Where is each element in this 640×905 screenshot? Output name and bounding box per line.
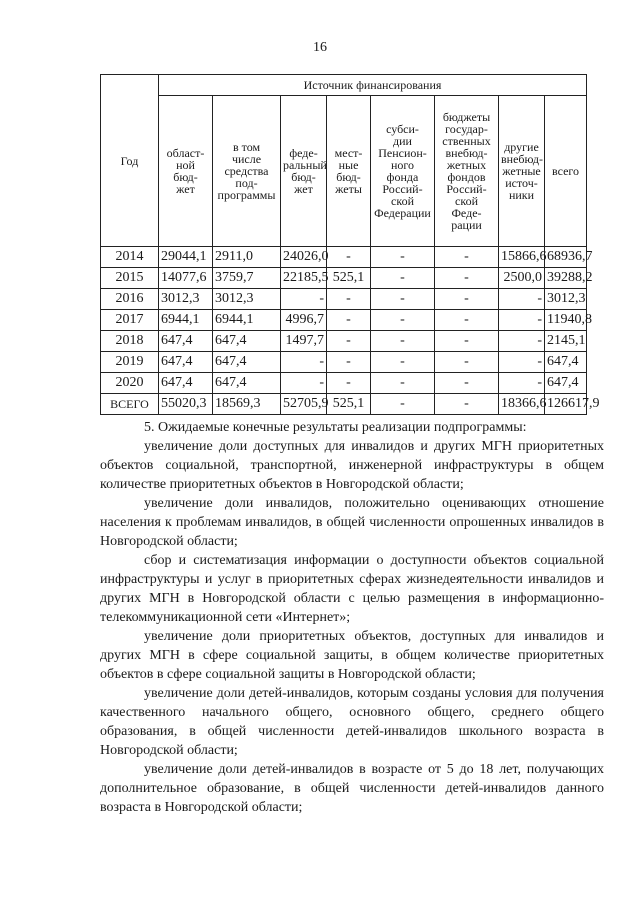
year-cell: 2016 (101, 289, 159, 310)
value-cell: - (281, 289, 327, 310)
value-cell: - (499, 331, 545, 352)
result-item: увеличение доли доступных для инвалидов и других МГН приоритетных объектов социальной, транспортной, инженерной инфраструктуры в общем количестве приоритетных объектов в Новгородской области; (100, 439, 604, 492)
value-cell: - (371, 373, 435, 394)
year-cell: 2018 (101, 331, 159, 352)
year-cell: 2019 (101, 352, 159, 373)
value-cell: - (499, 289, 545, 310)
value-cell: 3759,7 (213, 268, 281, 289)
result-item: увеличение доли инвалидов, положительно оценивающих отношение населения к проблемам инвалидов, в общей численности опрошенных инвалидов в Новгородской области; (100, 496, 604, 549)
value-cell: 14077,6 (159, 268, 213, 289)
value-cell: - (327, 373, 371, 394)
value-cell: - (371, 247, 435, 268)
table-row (101, 331, 587, 352)
source-column-header: бюджеты государ- ственных внебюд- жетных фондов Россий- ской Феде- рации (435, 96, 499, 247)
value-cell: 24026,0 (281, 247, 327, 268)
source-column-header: всего (545, 96, 587, 247)
year-cell: 2014 (101, 247, 159, 268)
value-cell: 15866,6 (499, 247, 545, 268)
source-column-header: в том числе средства под- программы (213, 96, 281, 247)
value-cell: 3012,3 (159, 289, 213, 310)
value-cell: 647,4 (213, 373, 281, 394)
value-cell: - (371, 352, 435, 373)
value-cell: 18366,6 (499, 394, 545, 415)
source-column-header: феде- ральный бюд- жет (281, 96, 327, 247)
value-cell: 525,1 (327, 268, 371, 289)
value-cell: - (435, 352, 499, 373)
results-section (100, 418, 604, 817)
value-cell: - (435, 373, 499, 394)
value-cell: 126617,9 (545, 394, 587, 415)
financing-table (100, 74, 600, 415)
value-cell: 647,4 (545, 373, 587, 394)
value-cell: 55020,3 (159, 394, 213, 415)
year-cell: 2015 (101, 268, 159, 289)
value-cell: 647,4 (213, 352, 281, 373)
result-item: увеличение доли детей-инвалидов в возрасте от 5 до 18 лет, получающих дополнительное образование, в общей численности детей-инвалидов данного возраста в Новгородской области; (100, 762, 604, 815)
value-cell: 647,4 (545, 352, 587, 373)
value-cell: - (327, 247, 371, 268)
value-cell: 1497,7 (281, 331, 327, 352)
value-cell: - (327, 331, 371, 352)
year-cell: 2017 (101, 310, 159, 331)
value-cell: 2500,0 (499, 268, 545, 289)
result-item: увеличение доли приоритетных объектов, доступных для инвалидов и других МГН в сфере социальной защиты, в общем количестве приоритетных объектов в сфере социальной защиты в Новгородской области; (100, 629, 604, 682)
value-cell: 39288,2 (545, 268, 587, 289)
value-cell: - (327, 289, 371, 310)
value-cell: - (435, 289, 499, 310)
value-cell: 647,4 (159, 373, 213, 394)
value-cell: 2911,0 (213, 247, 281, 268)
source-column-header: субси- дии Пенсион- ного фонда Россий- ской Федерации (371, 96, 435, 247)
year-cell: 2020 (101, 373, 159, 394)
value-cell: 647,4 (213, 331, 281, 352)
value-cell: 647,4 (159, 331, 213, 352)
table-row (101, 247, 587, 268)
value-cell: - (435, 310, 499, 331)
value-cell: - (435, 268, 499, 289)
value-cell: - (499, 373, 545, 394)
value-cell: 2145,1 (545, 331, 587, 352)
value-cell: 3012,3 (545, 289, 587, 310)
value-cell: 52705,9 (281, 394, 327, 415)
section-heading: 5. Ожидаемые конечные результаты реализации подпрограммы: (144, 420, 527, 435)
value-cell: - (435, 331, 499, 352)
value-cell: 6944,1 (213, 310, 281, 331)
table-row (101, 289, 587, 310)
page-number: 16 (313, 40, 327, 55)
result-item: увеличение доли детей-инвалидов, которым созданы условия для получения качественного начального общего, основного общего, среднего общего образования, в общей численности детей-инвалидов школьного возраста в Новгородской области; (100, 686, 604, 758)
financing-source-header: Источник финансирования (159, 75, 587, 96)
table-row (101, 268, 587, 289)
value-cell: - (327, 352, 371, 373)
value-cell: - (371, 289, 435, 310)
value-cell: 6944,1 (159, 310, 213, 331)
value-cell: 22185,5 (281, 268, 327, 289)
value-cell: 4996,7 (281, 310, 327, 331)
value-cell: - (371, 268, 435, 289)
value-cell: 3012,3 (213, 289, 281, 310)
source-column-header: другие внебюд- жетные источ- ники (499, 96, 545, 247)
year-column-header: Год (101, 75, 159, 247)
value-cell: 647,4 (159, 352, 213, 373)
source-column-header: мест- ные бюд- жеты (327, 96, 371, 247)
value-cell: - (499, 310, 545, 331)
year-cell: ВСЕГО (101, 394, 159, 415)
value-cell: - (371, 331, 435, 352)
source-column-header: област- ной бюд- жет (159, 96, 213, 247)
table-row (101, 310, 587, 331)
value-cell: - (499, 352, 545, 373)
value-cell: 18569,3 (213, 394, 281, 415)
value-cell: 11940,8 (545, 310, 587, 331)
value-cell: 525,1 (327, 394, 371, 415)
table-row (101, 373, 587, 394)
value-cell: - (281, 373, 327, 394)
table-row (101, 352, 587, 373)
table-row (101, 394, 587, 415)
value-cell: - (327, 310, 371, 331)
value-cell: - (435, 247, 499, 268)
value-cell: - (435, 394, 499, 415)
value-cell: - (371, 394, 435, 415)
result-item: сбор и систематизация информации о доступности объектов социальной инфраструктуры и услуг в приоритетных сферах жизнедеятельности инвалидов и других МГН в Новгородской области с целью размещения в информационно-телекоммуникационной сети «Интернет»; (100, 553, 604, 625)
value-cell: - (281, 352, 327, 373)
value-cell: 29044,1 (159, 247, 213, 268)
value-cell: - (371, 310, 435, 331)
value-cell: 68936,7 (545, 247, 587, 268)
